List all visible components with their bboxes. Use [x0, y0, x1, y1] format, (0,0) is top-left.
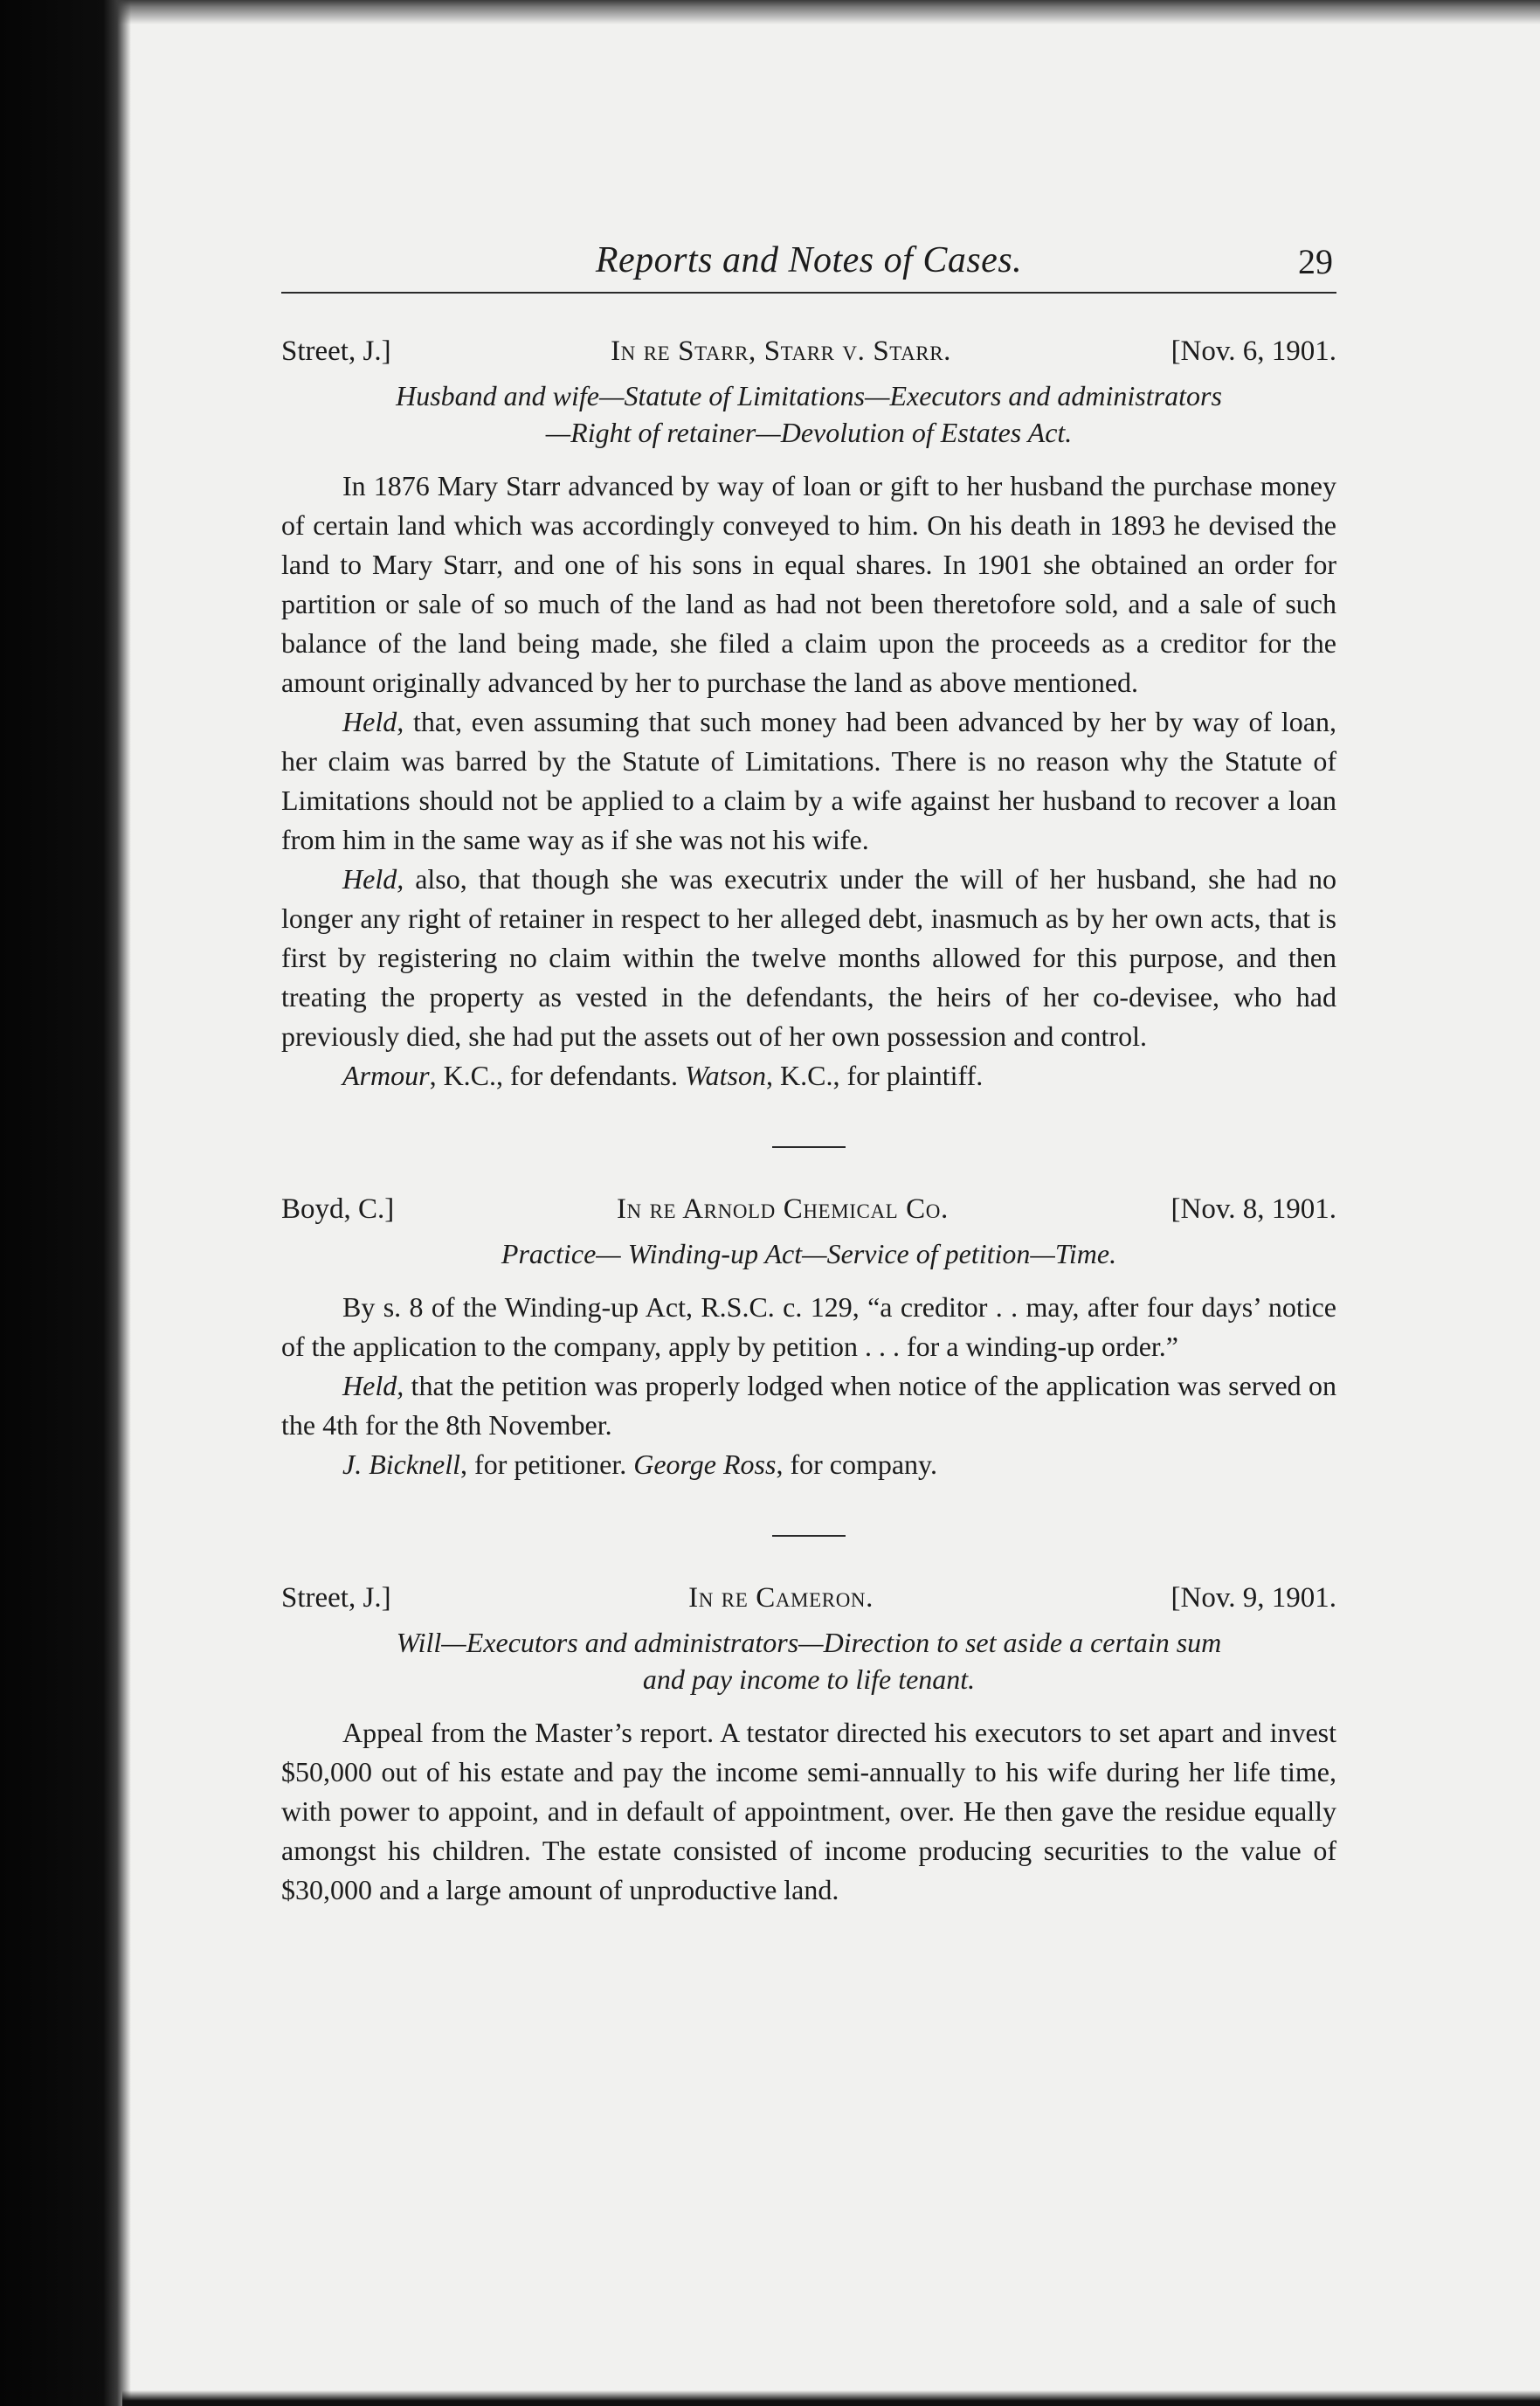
- case-style: In re Starr, Starr v. Starr.: [611, 335, 952, 367]
- catchwords-line: Husband and wife—Statute of Limitations—Executors and administrators: [396, 380, 1222, 411]
- section-divider: [772, 1535, 846, 1537]
- catchwords-line: —Right of retainer—Devolution of Estates Act.: [545, 417, 1073, 448]
- held-label: Held,: [342, 863, 404, 895]
- case-header: [281, 1579, 1336, 1617]
- counsel-name: Armour: [342, 1060, 430, 1091]
- scan-bottom-edge: [122, 2390, 1540, 2406]
- counsel-name: Watson: [684, 1060, 766, 1091]
- held-text: that, even assuming that such money had been advanced by her by way of loan, her claim was barred by the Statute of Limitations. There is no reason why the Statute of Limitations should not be applied to a claim by a wife against her husband to recover a loan from him in the same way as if she was not his wife.: [281, 706, 1336, 855]
- case-style: In re Arnold Chemical Co.: [616, 1193, 949, 1225]
- held-text: also, that though she was executrix under the will of her husband, she had no longer any right of retainer in respect to her alleged debt, inasmuch as by her own acts, that is first by registering no claim within the twelve months allowed for this purpose, and then treating the property as vested in the defendants, the heirs of her co-devisee, who had previously died, she had put the assets out of her own possession and control.: [281, 863, 1336, 1052]
- running-title: Reports and Notes of Cases.: [595, 240, 1023, 280]
- page-number: 29: [1298, 242, 1333, 281]
- running-head: [281, 236, 1336, 294]
- counsel-name: J. Bicknell: [342, 1448, 461, 1480]
- held-label: Held,: [342, 706, 404, 737]
- counsel-line: [281, 1445, 1336, 1484]
- scan-top-edge: [0, 0, 1540, 24]
- case-date: [Nov. 6, 1901.: [1171, 335, 1336, 367]
- case-date: [Nov. 9, 1901.: [1171, 1582, 1336, 1614]
- held-paragraph: [281, 860, 1336, 1056]
- held-label: Held,: [342, 1370, 404, 1401]
- counsel-role: , for petitioner.: [460, 1448, 634, 1480]
- case-judge: Street, J.]: [281, 335, 391, 367]
- case-judge: Street, J.]: [281, 1582, 391, 1614]
- scan-binding-edge: [0, 0, 131, 2406]
- counsel-role: , K.C., for defendants.: [429, 1060, 685, 1091]
- case-starr: [281, 332, 1336, 1096]
- counsel-role: , K.C., for plaintiff.: [766, 1060, 984, 1091]
- catchwords-line: Practice— Winding-up Act—Service of petition—Time.: [501, 1238, 1117, 1269]
- catchwords-line: Will—Executors and administrators—Direction to set aside a certain sum: [396, 1627, 1222, 1658]
- case-style: In re Cameron.: [688, 1582, 874, 1614]
- case-facts-paragraph: Appeal from the Master’s report. A testator directed his executors to set apart and invest $50,000 out of his estate and pay the income semi-annually to his wife during her life time, with power to appoint, and in default of appointment, over. He then gave the residue equally amongst his children. The estate consisted of income producing securities to the value of $30,000 and a large amount of unproductive land.: [281, 1717, 1336, 1905]
- case-catchwords: [281, 1235, 1336, 1272]
- case-catchwords: [281, 377, 1336, 451]
- case-header: [281, 1190, 1336, 1228]
- held-paragraph: [281, 702, 1336, 860]
- case-cameron: [281, 1579, 1336, 1910]
- counsel-role: , for company.: [776, 1448, 937, 1480]
- section-divider: [772, 1146, 846, 1148]
- held-text: that the petition was properly lodged when notice of the application was served on the 4th for the 8th November.: [281, 1370, 1336, 1441]
- catchwords-line: and pay income to life tenant.: [642, 1663, 976, 1695]
- case-catchwords: [281, 1624, 1336, 1697]
- case-facts-paragraph: In 1876 Mary Starr advanced by way of loan or gift to her husband the purchase money of certain land which was accordingly conveyed to him. On his death in 1893 he devised the land to Mary Starr, and one of his sons in equal shares. In 1901 she obtained an order for partition or sale of so much of the land as had not been theretofore sold, and a sale of such balance of the land being made, she filed a claim upon the proceeds as a creditor for the amount originally advanced by her to purchase the land as above mentioned.: [281, 470, 1336, 698]
- case-judge: Boyd, C.]: [281, 1193, 395, 1225]
- page-body: [281, 236, 1336, 1910]
- case-date: [Nov. 8, 1901.: [1171, 1193, 1336, 1225]
- case-arnold-chemical: [281, 1190, 1336, 1484]
- counsel-name: George Ross: [633, 1448, 777, 1480]
- case-header: [281, 332, 1336, 370]
- counsel-line: [281, 1056, 1336, 1096]
- held-paragraph: [281, 1366, 1336, 1445]
- case-facts-paragraph: By s. 8 of the Winding-up Act, R.S.C. c. 129, “a creditor . . may, after four days’ notice of the application to the company, apply by petition . . . for a winding-up order.”: [281, 1291, 1336, 1362]
